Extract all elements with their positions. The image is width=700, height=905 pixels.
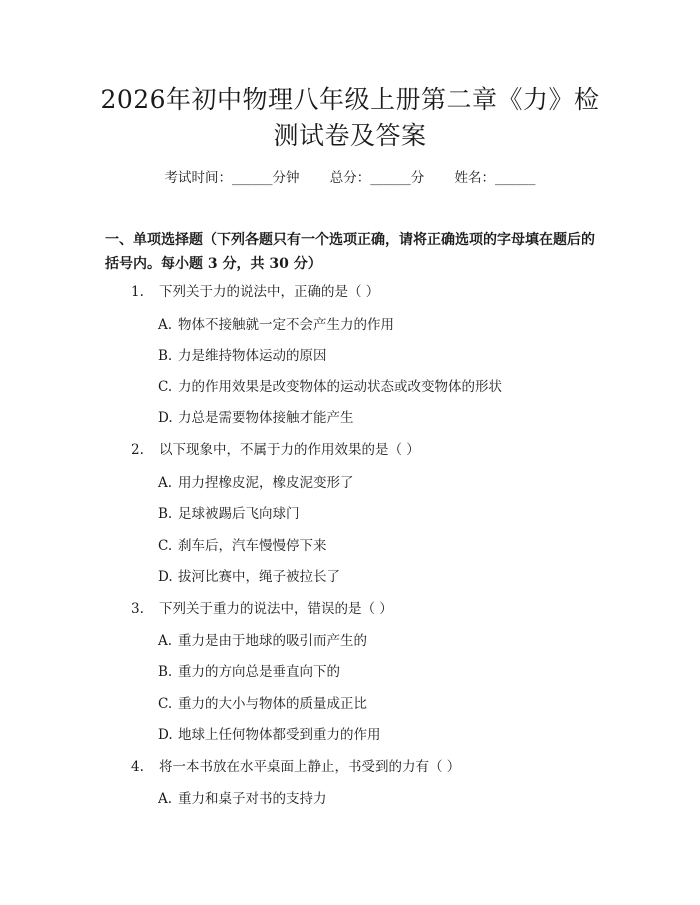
page-title xyxy=(0,82,700,154)
question-text: 以下现象中，不属于力的作用效果的是（ ） xyxy=(159,442,420,458)
question-3-option-c xyxy=(158,694,367,714)
option-text: 重力的大小与物体的质量成正比 xyxy=(178,696,367,712)
option-text: 足球被踢后飞向球门 xyxy=(178,506,300,522)
option-text: 刹车后，汽车慢慢停下来 xyxy=(178,538,327,554)
option-letter: A. xyxy=(158,317,173,333)
option-letter: B. xyxy=(158,664,173,680)
question-3 xyxy=(131,599,393,619)
option-text: 力的作用效果是改变物体的运动状态或改变物体的形状 xyxy=(178,379,502,395)
question-text: 将一本书放在水平桌面上静止，书受到的力有（ ） xyxy=(159,759,461,775)
total-score-field: 总分：______分 xyxy=(329,170,425,186)
question-1-option-d xyxy=(158,408,354,428)
option-text: 重力的方向总是垂直向下的 xyxy=(178,664,340,680)
question-2-option-d xyxy=(158,567,340,587)
question-number: 2. xyxy=(131,442,144,458)
question-2 xyxy=(131,440,420,460)
option-letter: C. xyxy=(158,379,173,395)
option-text: 地球上任何物体都受到重力的作用 xyxy=(178,727,381,743)
option-letter: A. xyxy=(158,791,173,807)
option-letter: D. xyxy=(158,410,173,426)
question-number: 3. xyxy=(131,601,144,617)
question-3-option-b xyxy=(158,662,340,682)
option-letter: C. xyxy=(158,696,173,712)
option-text: 重力和桌子对书的支持力 xyxy=(178,791,327,807)
section-heading: 一、单项选择题（下列各题只有一个选项正确，请将正确选项的字母填在题后的括号内。每小题 3 分，共 30 分） xyxy=(105,232,595,272)
question-3-option-a xyxy=(158,631,367,651)
question-text: 下列关于重力的说法中，错误的是（ ） xyxy=(159,601,393,617)
exam-info xyxy=(0,168,700,188)
option-text: 用力捏橡皮泥，橡皮泥变形了 xyxy=(178,475,354,491)
question-number: 4. xyxy=(131,759,144,775)
question-2-option-b xyxy=(158,504,300,524)
option-letter: A. xyxy=(158,633,173,649)
question-1 xyxy=(131,282,379,302)
option-letter: B. xyxy=(158,348,173,364)
option-letter: A. xyxy=(158,475,173,491)
option-letter: B. xyxy=(158,506,173,522)
question-1-option-a xyxy=(158,315,394,335)
question-1-option-b xyxy=(158,346,327,366)
question-2-option-c xyxy=(158,536,327,556)
question-3-option-d xyxy=(158,725,381,745)
question-4 xyxy=(131,757,460,777)
option-text: 力总是需要物体接触才能产生 xyxy=(178,410,354,426)
question-2-option-a xyxy=(158,473,354,493)
option-letter: D. xyxy=(158,569,173,585)
name-field: 姓名：______ xyxy=(454,170,536,186)
option-letter: C. xyxy=(158,538,173,554)
option-text: 物体不接触就一定不会产生力的作用 xyxy=(178,317,394,333)
option-text: 力是维持物体运动的原因 xyxy=(178,348,327,364)
option-text: 拔河比赛中，绳子被拉长了 xyxy=(178,569,340,585)
question-1-option-c xyxy=(158,377,502,397)
option-letter: D. xyxy=(158,727,173,743)
title-line-2: 测试卷及答案 xyxy=(273,121,427,150)
option-text: 重力是由于地球的吸引而产生的 xyxy=(178,633,367,649)
title-line-1: 2026年初中物理八年级上册第二章《力》检 xyxy=(100,85,600,114)
exam-time-field: 考试时间：______分钟 xyxy=(164,170,300,186)
question-text: 下列关于力的说法中，正确的是（ ） xyxy=(159,284,380,300)
question-number: 1. xyxy=(131,284,144,300)
question-4-option-a xyxy=(158,789,327,809)
